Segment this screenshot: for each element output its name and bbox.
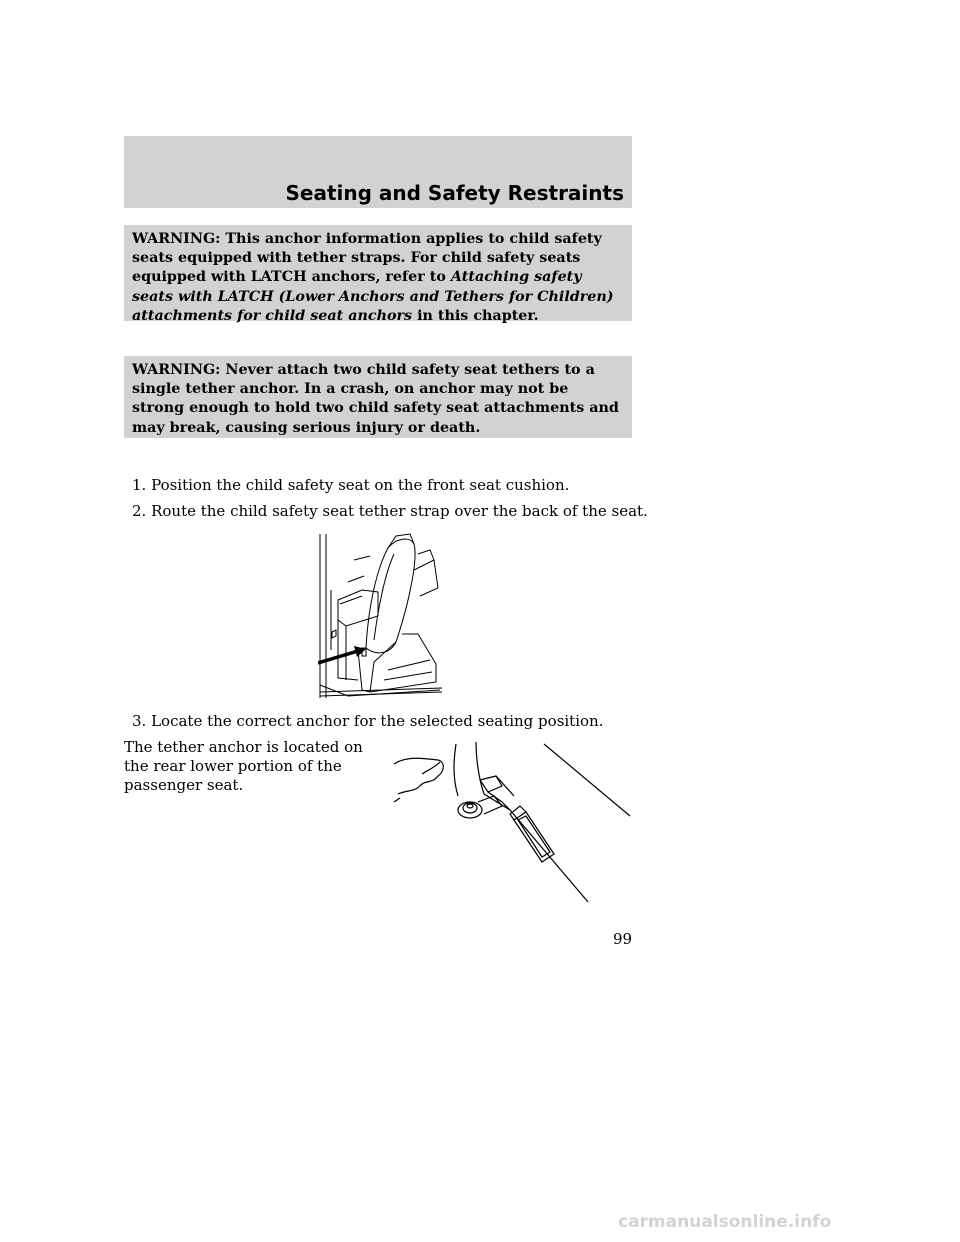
watermark: carmanualsonline.info — [618, 1212, 832, 1232]
section-header — [124, 136, 632, 208]
step-item: 2. Route the child safety seat tether strap over the back of the seat. — [132, 502, 648, 520]
warning-reference: Attaching safety seats with LATCH (Lower Anchors and Tethers for Children) attachments for child seat anchors — [132, 269, 614, 324]
seat-tether-illustration — [318, 530, 442, 700]
step-item: 1. Position the child safety seat on the front seat cushion. — [132, 476, 570, 494]
warning-box-anchor-info — [124, 225, 632, 324]
warning-text-tail: in this chapter. — [412, 307, 539, 324]
section-title: Seating and Safety Restraints — [285, 181, 624, 205]
step-item: 3. Locate the correct anchor for the selected seating position. — [132, 712, 604, 730]
warning-text: WARNING: Never attach two child safety seat tethers to a single tether anchor. In a crash, on anchor may not be strong enough to hold two child safety seat attachments and may break, causing serious injury or death. — [132, 362, 619, 436]
page-number: 99 — [613, 930, 633, 948]
anchor-location-text: The tether anchor is located on the rear lower portion of the passenger seat. — [124, 738, 363, 794]
warning-box-tethers — [124, 356, 632, 438]
tether-anchor-illustration — [392, 736, 634, 904]
warning-text: WARNING: This anchor information applies to child safety seats equipped with tether straps. For child safety seats equipped with LATCH anchors, refer to — [132, 231, 602, 286]
